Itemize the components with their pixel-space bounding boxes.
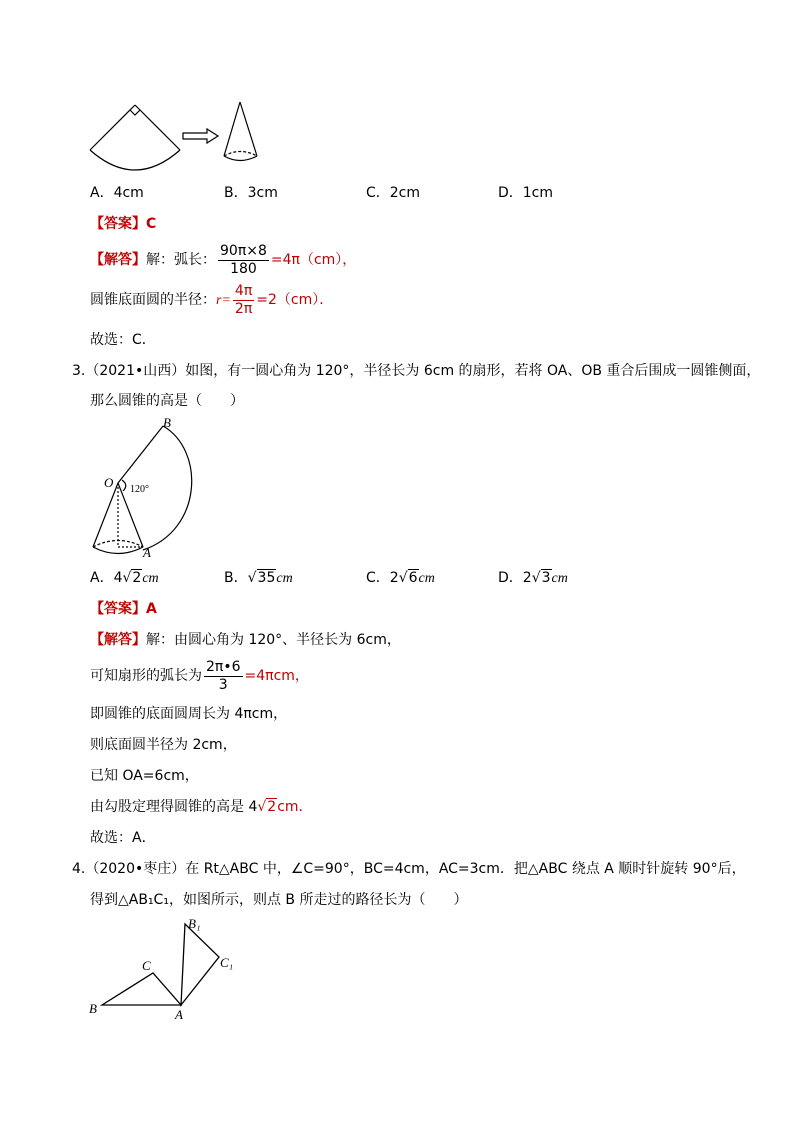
q3-option-d: D．2√3cm (498, 570, 568, 586)
q2-radius-fraction: $\frac{4\pi}{2\pi}$ (234, 282, 253, 317)
q2-solution-line2: 圆锥底面圆的半径：r= $\frac{4\pi}{2\pi}$ =2（cm）． (90, 282, 334, 317)
q3-label-B: B (163, 415, 171, 430)
q4-figure (85, 912, 255, 1024)
q2-solution-line3: 故选：C． (90, 332, 156, 348)
q3-solution-tag: 【解答】 (90, 632, 146, 648)
q2-radius-result: =2（cm）． (256, 292, 334, 308)
q3-solution-line2: 可知扇形的弧长为 $\frac{2\pi•6}{3}$ =4πcm， (90, 658, 309, 693)
q3-angle-mark (122, 480, 126, 491)
q4-label-B: B (89, 1001, 97, 1016)
q3-cone-left (93, 483, 118, 547)
q3-solution-line3: 即圆锥的底面圆周长为 4πcm， (90, 706, 288, 722)
q4-label-C: C (142, 958, 151, 973)
q2-arc-result: =4π（cm）， (270, 252, 357, 268)
q2-figure (85, 95, 275, 175)
q3-figure (85, 410, 215, 565)
q3-label-A: A (143, 545, 151, 560)
q3-angle-label: 120° (130, 484, 149, 495)
q2-option-a: A．4cm (90, 185, 144, 201)
q2-solution-text: 解：弧长： (146, 252, 216, 268)
q3-solution-line1: 【解答】解：由圆心角为 120°、半径长为 6cm， (90, 632, 401, 648)
q2-option-c: C．2cm (366, 185, 421, 201)
q3-option-c: C．2√6cm (366, 570, 435, 586)
q2-option-b: B．3cm (224, 185, 278, 201)
q3-solution-line5: 已知 OA=6cm， (90, 768, 199, 784)
q4-stem-line1: 4.（2020•枣庄）在 Rt△ABC 中，∠C=90°，BC=4cm，AC=3cm．把△ABC 绕点 A 顺时针旋转 90°后， (72, 861, 746, 877)
q4-triangle-AB1C1 (181, 924, 219, 1005)
q2-sector (90, 105, 180, 170)
q3-arc-fraction: $\frac{2\pi•6}{3}$ (206, 658, 241, 693)
q4-label-C1: C₁ (220, 955, 234, 970)
q3-solution-line7: 故选：A． (90, 830, 156, 846)
q2-cone (224, 102, 257, 161)
q4-stem-line2: 得到△AB₁C₁，如图所示，则点 B 所走过的路径长为（ ） (90, 892, 468, 908)
q3-sector-arc (143, 426, 192, 550)
q3-solution-line6: 由勾股定理得圆锥的高是 4√2cm． (90, 799, 313, 815)
q3-stem-line1: 3.（2021•山西）如图，有一圆心角为 120°，半径长为 6cm 的扇形，若将 OA、OB 重合后围成一圆锥侧面， (72, 363, 761, 379)
q4-label-B1: B₁ (188, 916, 201, 931)
q3-label-O: O (104, 475, 114, 490)
q2-arrow (183, 129, 218, 143)
q2-answer: 【答案】C (90, 216, 157, 232)
q3-solution-line4: 则底面圆半径为 2cm， (90, 737, 237, 753)
q3-radius-OB (118, 426, 163, 483)
q3-option-a: A．4√2cm (90, 570, 159, 586)
q3-stem-line2: 那么圆锥的高是（ ） (90, 393, 244, 409)
q2-option-d: D．1cm (498, 185, 554, 201)
q4-triangle-ABC (102, 973, 181, 1005)
q2-solution-tag: 【解答】 (90, 252, 146, 268)
q2-solution-line1 (90, 242, 356, 278)
q2-arc-fraction: $\frac{90\pi\times 8}{180}$ (220, 242, 267, 277)
q3-option-b: B．√35cm (224, 570, 293, 586)
q3-answer: 【答案】A (90, 601, 157, 617)
q3-cone-base-front (93, 547, 143, 554)
q4-label-A: A (175, 1007, 183, 1022)
